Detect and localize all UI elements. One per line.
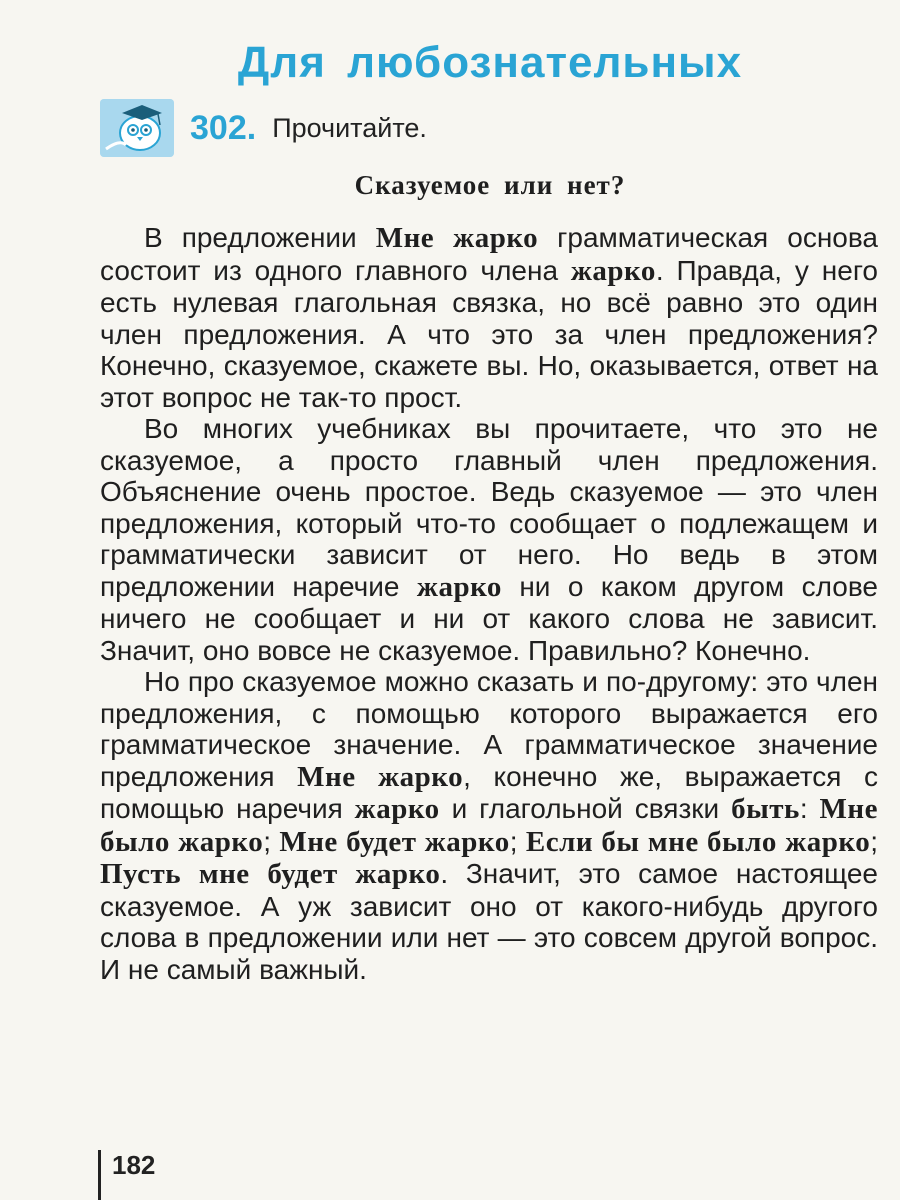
paragraph-text: ; [870,825,878,857]
paragraph-text: ; [509,825,526,857]
paragraph-text: грамматическая основа состоит из одного главного члена [100,222,878,286]
article-title: Сказуемое или нет? [354,170,626,200]
paragraph-text: и глагольной связки [439,793,732,824]
paragraph-text: : [799,793,820,824]
paragraph-text: Во многих учебниках вы прочитаете, что это не сказуемое, а просто главный член предложения. Объяснение очень простое. Ведь сказуемое — это член предложения, который что-то сообщает о подлежащем и грамматически зависит от него. Но ведь в этом предложении наречие [100,413,878,602]
paragraph-text: Но про сказуемое можно сказать и по-другому: это член предложения, с помощью которого выражается его грамматическое значение. А грамматическое значение предложения [100,666,878,792]
example-phrase: быть [731,793,800,825]
example-phrase: Мне жарко [375,222,539,254]
example-phrase: Мне будет жарко [279,825,510,858]
exercise-header [100,98,427,158]
section-title: Для любознательных [237,38,743,87]
example-phrase: Если бы мне было жарко [525,825,871,858]
owl-scholar-icon [100,99,174,157]
exercise-number: 302. [190,108,257,147]
article-paragraph [100,222,878,413]
article-paragraph [100,413,878,666]
paragraph-text: . Правда, у него есть нулевая глагольная связка, но всё равно это один член предложения. А что это за член предложения? Конечно, сказуемое, скажете вы. Но, оказывается, ответ на этот вопрос не так-то прост. [100,254,878,413]
example-phrase: жарко [416,570,502,603]
article-paragraph [100,666,878,985]
paragraph-text: В предложении [144,222,376,253]
exercise-instruction: Прочитайте. [272,112,427,143]
page-number-rule [98,1150,101,1200]
example-phrase: Пусть мне будет жарко [100,858,441,890]
example-phrase: Мне было жарко [100,793,878,858]
example-phrase: жарко [570,254,656,287]
example-phrase: жарко [354,793,440,825]
paragraph-text: , конечно же, выражается с помощью наречия [100,760,879,824]
example-phrase: Мне жарко [297,760,464,793]
paragraph-text: . Значит, это самое настоящее сказуемое. А уж зависит оно от какого-нибудь другого слова в предложении или нет — это совсем другой вопрос. И не самый важный. [100,858,879,985]
article-body [100,222,878,985]
page-number: 182 [112,1150,156,1180]
paragraph-text: ; [263,825,280,857]
paragraph-text: ни о каком другом слове ничего не сообщает и ни от какого слова не зависит. Значит, оно вовсе не сказуемое. Правильно? Конечно. [100,570,878,666]
